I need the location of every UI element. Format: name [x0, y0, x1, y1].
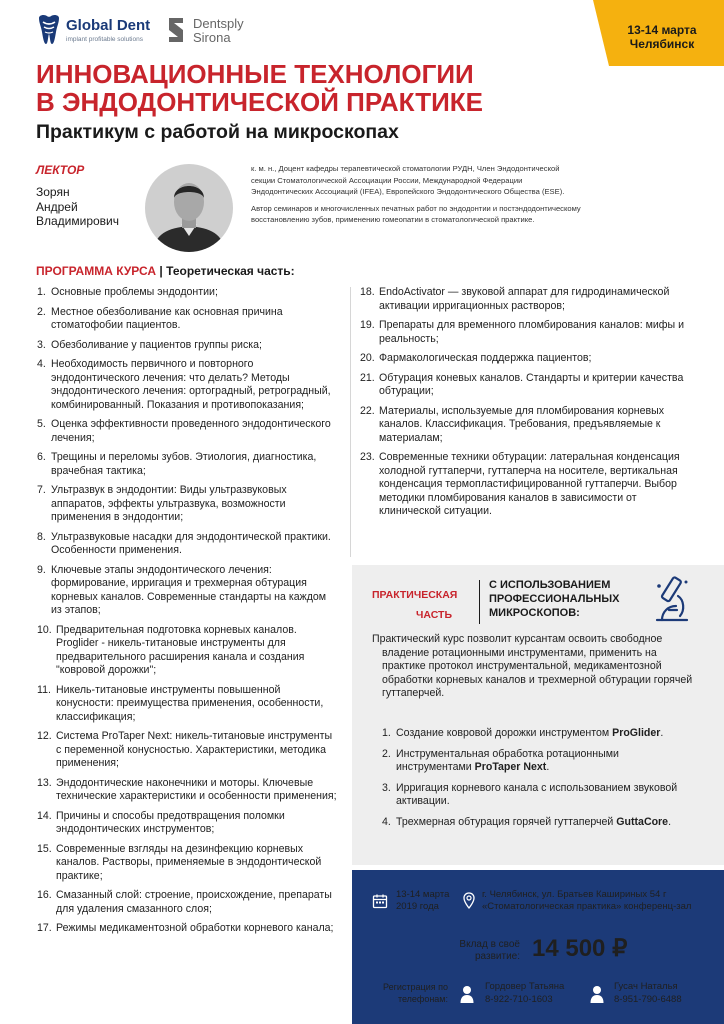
- practical-item: 1. Создание ковровой дорожки инструментом ProGlider.: [382, 727, 664, 739]
- title-line1: ИННОВАЦИОННЫЕ ТЕХНОЛОГИИ: [36, 59, 474, 89]
- program-item: 17. Режимы медикаментозной обработки корневого канала;: [37, 922, 334, 934]
- title-line2: В ЭНДОДОНТИЧЕСКОЙ ПРАКТИКЕ: [36, 87, 483, 117]
- program-item: 11. Никель-титановые инструменты повышенной конусности: преимущества применения, особенности, классификация;: [37, 683, 324, 723]
- lecturer-name: [36, 185, 146, 229]
- fee-label: Вклад в своё развитие:: [459, 939, 520, 962]
- contact-2-name: Гусач Наталья: [614, 981, 678, 992]
- fee-price: 14 500 ₽: [532, 935, 628, 962]
- contact-1-phone[interactable]: 8-922-710-1603: [485, 994, 553, 1005]
- practical-item: 3. Ирригация корневого канала с использованием звуковой активации.: [382, 781, 678, 807]
- global-dent-logo-name: Global Dent: [66, 17, 151, 34]
- program-item: 21. Обтурация коневых каналов. Стандарты и критерии качества обтурации;: [360, 371, 684, 397]
- registration-label: Регистрация по телефонам:: [383, 982, 448, 1004]
- practical-heading: С ИСПОЛЬЗОВАНИЕМ ПРОФЕССИОНАЛЬНЫХ МИКРОСКОПОВ:: [489, 579, 620, 619]
- practical-separator: [479, 580, 480, 624]
- contact-2-phone[interactable]: 8-951-790-6488: [614, 994, 682, 1005]
- program-item: 7. Ультразвук в эндодонтии: Виды ультразвуковых аппаратов, эффекты ультразвука, возможности применения в эндодонтии;: [37, 484, 287, 523]
- lecturer-surname: Зорян: [36, 185, 70, 199]
- practical-label-line1: ПРАКТИЧЕСКАЯ: [372, 589, 458, 601]
- page-title: [36, 60, 596, 116]
- program-item: 23. Современные техники обтурации: латеральная конденсация холодной гуттаперчи, гуттаперча на носителе, вертикальная конденсация термопластифицированной гуттаперчи. Выбор методики пломбирования каналов в зависимости от клинической ситуации.: [360, 451, 680, 517]
- global-dent-logo-tagline: implant profitable solutions: [66, 36, 143, 43]
- date-badge-city: Челябинск: [629, 37, 695, 51]
- date-badge-dates: 13-14 марта: [627, 23, 697, 37]
- program-item: 1. Основные проблемы эндодонтии;: [37, 286, 218, 298]
- location-pin-icon: [463, 892, 475, 909]
- date-badge-text: [612, 23, 712, 51]
- lecturer-bio-paragraph-1: к. м. н., Доцент кафедры терапевтической стоматологии РУДН, Член Эндодонтической секции Стоматологической Ассоциации России, Международной Федерации Эндодонтических Ассоциаций (IFEA), Европейского Эндодонтического Общества (ESE).: [251, 164, 565, 196]
- dentsply-sirona-logo-icon: [166, 16, 186, 44]
- global-dent-logo-icon: [36, 14, 62, 48]
- program-item: 16. Смазанный слой: строение, происхождение, препараты для удаления смазанного слоя;: [37, 889, 332, 915]
- column-divider: [350, 287, 351, 557]
- lecturer-photo: [145, 164, 233, 252]
- program-item: 13. Эндодонтические наконечники и моторы. Ключевые технические характеристики и особенности применения;: [37, 776, 337, 802]
- person-icon: [590, 985, 604, 1003]
- contact-2: [614, 980, 682, 1006]
- program-item: 10. Предварительная подготовка корневых каналов. Proglider - никель-титановые инструменты для предварительного расширения канала и создания "ковровой дорожки";: [37, 623, 305, 676]
- lecturer-first-name: Андрей: [36, 199, 78, 214]
- dentsply-logo-line1: Dentsply: [193, 16, 244, 31]
- program-separator: |: [159, 264, 163, 278]
- practical-label: [372, 585, 458, 625]
- program-list-right: [360, 286, 700, 525]
- program-item: 8. Ультразвуковые насадки для эндодонтической практики. Особенности применения.: [37, 530, 331, 556]
- person-icon: [460, 985, 474, 1003]
- lecturer-bio-paragraph-2: Автор семинаров и многочисленных печатных работ по эндодонтии и постэндодонтическому восстановлению зубов, применению гомеопатии в стоматологической практике.: [251, 203, 581, 224]
- program-heading: [36, 264, 295, 278]
- program-item: 2. Местное обезболивание как основная причина стоматофобии пациентов.: [37, 305, 283, 331]
- practical-item: 2. Инструментальная обработка ротационными инструментами ProTaper Next.: [382, 747, 619, 773]
- event-dates: 13-14 марта 2019 года: [396, 889, 450, 912]
- lecturer-patronymic: Владимирович: [36, 214, 120, 228]
- practical-intro-text: Практический курс позволит курсантам освоить свободное владение ротационными инструментами, применить на практике протокол инструментальной, медикаментозной обработки корневых каналов и трехмерной обтурации горячей гуттаперчей.: [372, 633, 693, 699]
- program-item: 3. Обезболивание у пациентов группы риска;: [37, 338, 262, 351]
- microscope-icon: [650, 574, 694, 624]
- program-list-left: [37, 286, 337, 942]
- practical-label-line2: ЧАСТЬ: [416, 609, 452, 621]
- calendar-icon: [372, 893, 388, 909]
- program-item: 19. Препараты для временного пломбирования каналов: мифы и реальность;: [360, 319, 684, 345]
- program-item: 14. Причины и способы предотвращения поломки эндодонтических инструментов;: [37, 809, 285, 835]
- program-item: 5. Оценка эффективности проведенного эндодонтического лечения;: [37, 418, 331, 444]
- program-item: 22. Материалы, используемые для пломбирования корневых каналов. Классификация. Требования, предъявляемые к материалам;: [360, 404, 665, 444]
- lecturer-bio: [251, 163, 581, 231]
- practical-item: 4. Трехмерная обтурация горячей гуттаперчей GuttaCore.: [382, 815, 672, 828]
- program-item: 12. Система ProTaper Next: никель-титановые инструменты с переменной конусностью. Характеристики, методика применения;: [37, 730, 333, 769]
- contact-1-name: Гордовер Татьяна: [485, 981, 565, 992]
- program-item: 15. Современные взгляды на дезинфекцию корневых каналов. Растворы, применяемые в эндодонтической практике;: [37, 842, 322, 882]
- program-item: 20. Фармакологическая поддержка пациентов;: [360, 352, 592, 364]
- contact-1: [485, 980, 564, 1006]
- program-item: 9. Ключевые этапы эндодонтического лечения: формирование, ирригация и трехмерная обтурация корневых каналов. Современные стандарты на каждом из этапов;: [37, 563, 327, 616]
- practical-intro: [372, 633, 702, 701]
- practical-list: [382, 727, 692, 836]
- program-title: ПРОГРАММА КУРСА: [36, 264, 157, 278]
- event-address: г. Челябинск, ул. Братьев Кашириных 54 г «Стоматологическая практика» конференц-зал: [482, 889, 692, 912]
- sirona-logo-line2: Sirona: [193, 30, 231, 45]
- program-item: 4. Необходимость первичного и повторного эндодонтического лечения: что делать? Методы эндодонтического лечения: ортоградный, ретроградный, комбинированный. Показания и противопоказания;: [37, 358, 331, 411]
- lecturer-label: ЛЕКТОР: [36, 163, 85, 177]
- program-item: 18. EndoActivator — звуковой аппарат для гидродинамической активации ирригационных растворов;: [360, 286, 670, 312]
- program-item: 6. Трещины и переломы зубов. Этиология, диагностика, врачебная тактика;: [37, 451, 317, 477]
- program-subtitle: Теоретическая часть:: [166, 264, 295, 278]
- page-subtitle: Практикум с работой на микроскопах: [36, 121, 399, 143]
